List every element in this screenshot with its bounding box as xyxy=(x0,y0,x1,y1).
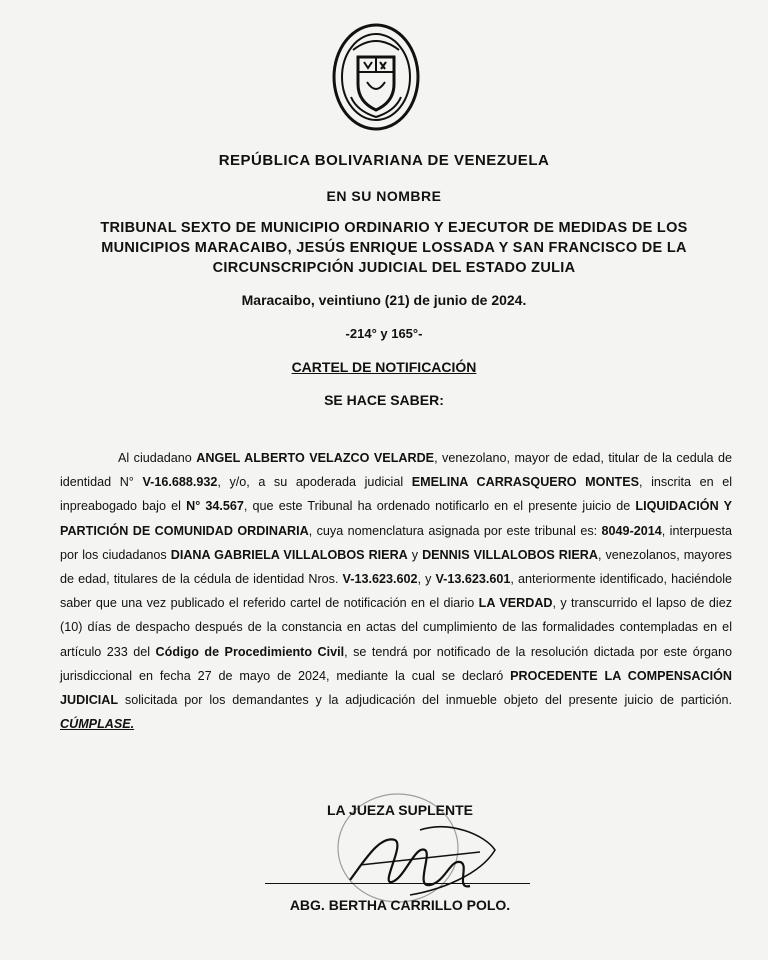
judge-title: LA JUEZA SUPLENTE xyxy=(327,802,473,818)
id-number-1: V-16.688.932 xyxy=(142,475,218,490)
id-number-2: V-13.623.602 xyxy=(342,572,418,587)
id-number-3: V-13.623.601 xyxy=(435,572,511,587)
body-text-2: , venezolano, mayor de edad, titular de la cedula de identidad N° xyxy=(60,451,732,490)
case-type: LIQUIDACIÓN Y PARTICIÓN DE COMUNIDAD ORDINARIA xyxy=(60,499,732,538)
body-text-5: , que este Tribunal ha ordenado notificarlo en el presente juicio de xyxy=(243,499,636,514)
date-line: Maracaibo, veintiuno (21) de junio de 2024. xyxy=(241,292,527,308)
cumplase-text: CÚMPLASE. xyxy=(60,717,135,732)
inpre-number: N° 34.567 xyxy=(186,499,244,514)
plaintiff-2: DENNIS VILLALOBOS RIERA xyxy=(422,547,598,562)
judge-name: ABG. BERTHA CARRILLO POLO. xyxy=(289,897,511,913)
case-number: 8049-2014 xyxy=(601,523,662,538)
notification-body xyxy=(60,446,732,736)
court-seal-emblem xyxy=(331,22,421,132)
body-text-13: , se tendrá por notificado de la resolución dictada por este órgano jurisdiccional en fecha 27 de mayo de 2024, mediante la cual se declaró xyxy=(60,644,732,683)
body-text-4: , inscrita en el inpreabogado bajo el xyxy=(60,475,733,514)
years-line: -214° y 165°- xyxy=(345,326,423,341)
body-text-11: , anteriormente identificado, haciéndole saber que una vez publicado el referido cartel de notificación en el diario xyxy=(60,572,733,611)
civil-code: Código de Procedimiento Civil xyxy=(155,644,345,659)
body-text-3: , y/o, a su apoderada judicial xyxy=(217,475,412,490)
subtitle: SE HACE SABER: xyxy=(324,392,444,408)
tribunal-heading: TRIBUNAL SEXTO DE MUNICIPIO ORDINARIO Y EJECUTOR DE MEDIDAS DE LOS MUNICIPIOS MARACAIBO, JESÚS ENRIQUE LOSSADA Y SAN FRANCISCO DE LA CIRCUNSCRIPCIÓN JUDICIAL DEL ESTADO ZULIA xyxy=(100,220,688,276)
body-text-7: , interpuesta por los ciudadanos xyxy=(60,523,732,562)
plaintiff-1: DIANA GABRIELA VILLALOBOS RIERA xyxy=(170,547,408,562)
body-text-14: solicitada por los demandantes y la adjudicación del inmueble objeto del presente juicio de partición. xyxy=(118,693,732,708)
notified-person: ANGEL ALBERTO VELAZCO VELARDE xyxy=(196,451,435,465)
signature-line xyxy=(265,883,530,884)
handwritten-signature-icon xyxy=(320,790,510,910)
republic-heading: REPÚBLICA BOLIVARIANA DE VENEZUELA xyxy=(218,152,550,169)
in-name-heading: EN SU NOMBRE xyxy=(326,188,442,204)
body-text-8: y xyxy=(407,547,423,562)
body-text-1: Al ciudadano xyxy=(118,451,197,465)
newspaper-name: LA VERDAD xyxy=(478,596,553,611)
body-text-10: , y xyxy=(417,572,436,587)
document-title: CARTEL DE NOTIFICACIÓN xyxy=(291,359,477,375)
ruling: PROCEDENTE LA COMPENSACIÓN JUDICIAL xyxy=(60,668,732,708)
body-text-12: , y transcurrido el lapso de diez (10) días de despacho después de la constancia en actas del cumplimiento de las formalidades contempladas en el artículo 233 del xyxy=(60,596,733,659)
body-text-9: , venezolanos, mayores de edad, titulares de la cédula de identidad Nros. xyxy=(60,547,732,587)
body-text-6: , cuya nomenclatura asignada por este tribunal es: xyxy=(308,523,602,538)
lawyer-name: EMELINA CARRASQUERO MONTES xyxy=(411,475,640,490)
